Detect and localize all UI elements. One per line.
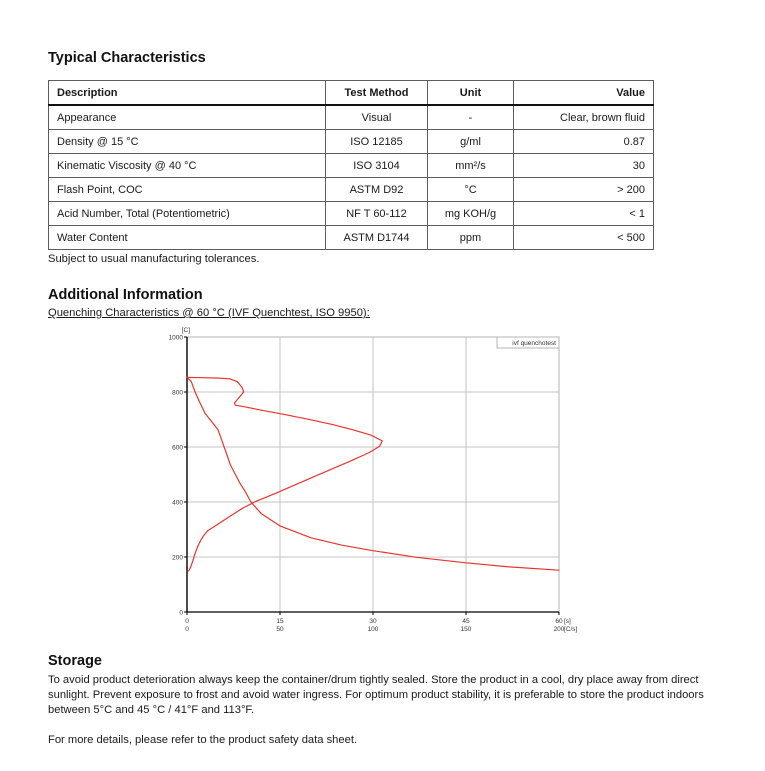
table-footnote: Subject to usual manufacturing tolerances. bbox=[48, 253, 260, 265]
x-rate-tick-label: 200 bbox=[553, 626, 565, 633]
typical-characteristics-heading: Typical Characteristics bbox=[48, 50, 206, 66]
additional-information-heading: Additional Information bbox=[48, 287, 203, 303]
table-cell: Density @ 15 °C bbox=[49, 130, 326, 154]
y-tick-label: 400 bbox=[172, 499, 183, 507]
table-cell: > 200 bbox=[514, 178, 654, 202]
table-cell: ppm bbox=[428, 226, 514, 250]
table-cell: < 1 bbox=[514, 202, 654, 226]
column-header: Test Method bbox=[326, 81, 428, 106]
table-cell: 30 bbox=[514, 154, 654, 178]
y-tick-label: 200 bbox=[172, 554, 183, 562]
quench-chart bbox=[160, 323, 600, 638]
legend-label: ivf quenchotest bbox=[512, 340, 556, 347]
x-time-unit-label: [s] bbox=[564, 618, 571, 625]
characteristics-table-body bbox=[49, 105, 654, 250]
table-cell: °C bbox=[428, 178, 514, 202]
table-cell: NF T 60-112 bbox=[326, 202, 428, 226]
table-row bbox=[49, 178, 654, 202]
table-cell: Acid Number, Total (Potentiometric) bbox=[49, 202, 326, 226]
table-cell: - bbox=[428, 105, 514, 130]
y-tick-label: 600 bbox=[172, 444, 183, 452]
table-row bbox=[49, 130, 654, 154]
y-tick-label: 0 bbox=[179, 609, 183, 617]
x-rate-tick-label: 100 bbox=[367, 626, 379, 633]
x-time-tick-label: 0 bbox=[185, 618, 189, 625]
characteristics-table bbox=[48, 80, 654, 250]
x-time-tick-label: 45 bbox=[462, 618, 470, 625]
table-cell: Clear, brown fluid bbox=[514, 105, 654, 130]
table-header-row bbox=[49, 81, 654, 106]
column-header: Unit bbox=[428, 81, 514, 106]
column-header: Description bbox=[49, 81, 326, 106]
table-cell: Visual bbox=[326, 105, 428, 130]
table-cell: < 500 bbox=[514, 226, 654, 250]
safety-data-sheet-note: For more details, please refer to the product safety data sheet. bbox=[48, 734, 358, 746]
x-rate-tick-label: 0 bbox=[185, 626, 189, 633]
table-row bbox=[49, 154, 654, 178]
x-time-tick-label: 15 bbox=[276, 618, 284, 625]
table-cell: ASTM D92 bbox=[326, 178, 428, 202]
y-tick-label: 800 bbox=[172, 389, 183, 397]
storage-paragraph: To avoid product deterioration always keep the container/drum tightly sealed. Store the product in a cool, dry place away from direct sunlight. Prevent exposure to frost and avoid water ingress. For optimum product stability, it is preferable to store the product indoors between 5°C and 45 °C / 41°F and 113°F. bbox=[48, 674, 704, 716]
table-cell: mm²/s bbox=[428, 154, 514, 178]
storage-heading: Storage bbox=[48, 653, 102, 669]
table-row bbox=[49, 226, 654, 250]
table-cell: mg KOH/g bbox=[428, 202, 514, 226]
table-cell: g/ml bbox=[428, 130, 514, 154]
y-axis-unit-label: [C] bbox=[181, 327, 190, 334]
table-row bbox=[49, 105, 654, 130]
characteristics-table-header bbox=[49, 81, 654, 106]
table-cell: Flash Point, COC bbox=[49, 178, 326, 202]
table-cell: Appearance bbox=[49, 105, 326, 130]
y-tick-label: 1000 bbox=[168, 334, 183, 342]
table-cell: ISO 12185 bbox=[326, 130, 428, 154]
table-cell: ASTM D1744 bbox=[326, 226, 428, 250]
quenching-subheading: Quenching Characteristics @ 60 °C (IVF Quenchtest, ISO 9950): bbox=[48, 307, 370, 319]
x-time-tick-label: 60 bbox=[555, 618, 563, 625]
table-cell: 0.87 bbox=[514, 130, 654, 154]
x-rate-tick-label: 50 bbox=[276, 626, 284, 633]
table-cell: ISO 3104 bbox=[326, 154, 428, 178]
cooling-rate-curve bbox=[187, 377, 382, 571]
x-rate-tick-label: 150 bbox=[460, 626, 472, 633]
table-cell: Water Content bbox=[49, 226, 326, 250]
table-cell: Kinematic Viscosity @ 40 °C bbox=[49, 154, 326, 178]
table-row bbox=[49, 202, 654, 226]
x-rate-unit-label: [C/s] bbox=[564, 626, 578, 633]
x-time-tick-label: 30 bbox=[369, 618, 377, 625]
column-header: Value bbox=[514, 81, 654, 106]
